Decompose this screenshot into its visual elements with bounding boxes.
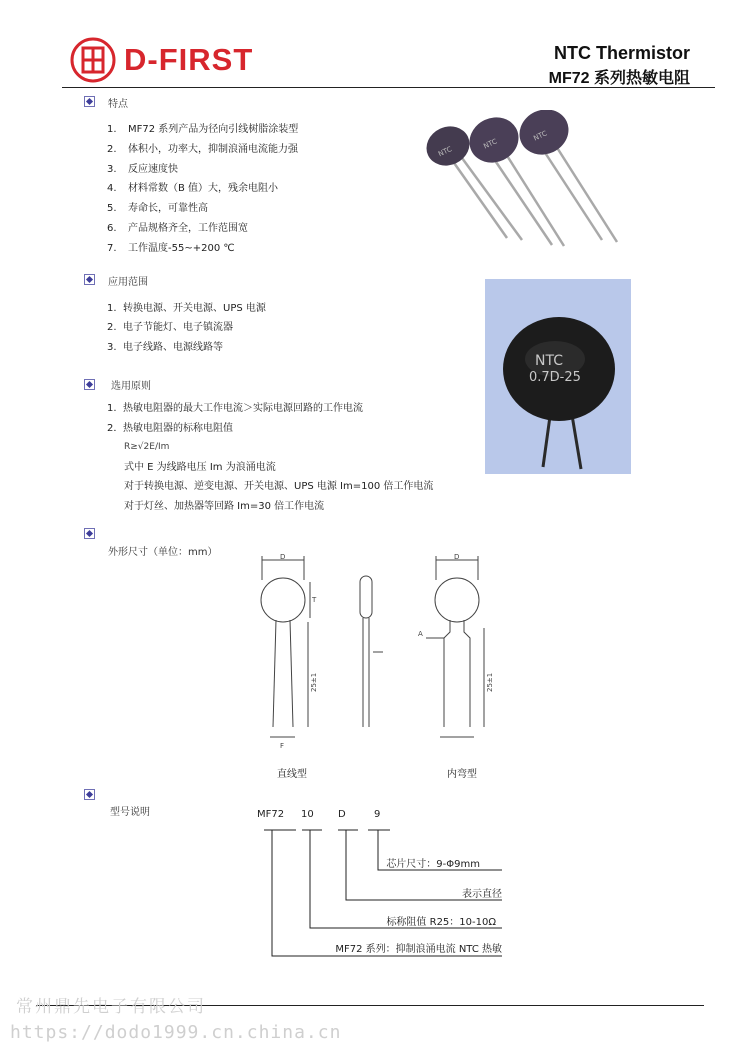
selection-title: 选用原则 [111, 381, 151, 392]
list-item: 1. 转换电源、开关电源、UPS 电源 [107, 303, 266, 314]
list-item: 5. 寿命长，可靠性高 [107, 203, 208, 214]
svg-text:NTC: NTC [532, 129, 549, 143]
logo-text: D-FIRST [124, 42, 254, 77]
selection-bullet-icon [84, 379, 95, 390]
model-desc-resistance: 标称阻值 R25：10-10Ω [386, 917, 496, 928]
model-code-resistance: 10 [301, 809, 314, 820]
model-desc-series: MF72 系列：抑制浪涌电流 NTC 热敏 [335, 944, 502, 955]
applications-bullet-icon [84, 274, 95, 285]
applications-title: 应用范围 [108, 277, 148, 288]
model-desc-diameter: 表示直径 [462, 889, 502, 900]
model-bullet-icon [84, 789, 95, 800]
features-title: 特点 [108, 99, 128, 110]
svg-text:NTC: NTC [437, 145, 454, 159]
list-item: 3. 反应速度快 [107, 164, 178, 175]
dim-f-label: F [280, 742, 285, 750]
model-title: 型号说明 [110, 807, 150, 818]
product-photo-thermistors [412, 110, 642, 260]
product-photo-ntc [485, 279, 631, 474]
list-item: 2. 电子节能灯、电子镇流器 [107, 322, 233, 333]
dimension-drawing [250, 552, 510, 752]
photo-label-2: 0.7D-25 [529, 370, 581, 385]
features-bullet-icon [84, 96, 95, 107]
list-item: 6. 产品规格齐全，工作范围宽 [107, 223, 248, 234]
list-item: 3. 电子线路、电源线路等 [107, 342, 223, 353]
dim-a-label: A [418, 630, 423, 638]
list-item: 1. 热敏电阻器的最大工作电流＞实际电源回路的工作电流 [107, 403, 363, 414]
model-code-series: MF72 [257, 809, 285, 820]
caption-straight: 直线型 [277, 769, 307, 780]
header-divider [62, 87, 715, 88]
caption-kinked: 内弯型 [447, 769, 477, 780]
list-item: 7. 工作温度-55~+200 ℃ [107, 243, 235, 254]
selection-note-2: 对于灯丝、加热器等回路 Im=30 倍工作电流 [124, 501, 325, 512]
svg-text:NTC: NTC [482, 137, 499, 151]
dim-t-label: T [312, 596, 317, 604]
dimensions-bullet-icon [84, 528, 95, 539]
dim-d-label-2: D [454, 553, 460, 561]
dim-lead-label-2: 25±1 [486, 672, 494, 692]
dim-lead-label: 25±1 [310, 672, 318, 692]
list-item: 2. 体积小，功率大，抑制浪涌电流能力强 [107, 144, 298, 155]
photo-label-1: NTC [535, 353, 563, 369]
watermark-url: https://dodo1999.cn.china.cn [10, 1022, 342, 1043]
list-item: 2．热敏电阻器的标称电阻值 [107, 423, 233, 434]
model-code-chip: 9 [374, 809, 381, 820]
dim-d-label: D [280, 553, 286, 561]
watermark-company: 常州鼎先电子有限公司 [16, 997, 206, 1017]
selection-note-1: 对于转换电源、逆变电源、开关电源、UPS 电源 Im=100 倍工作电流 [124, 481, 434, 492]
page-title: NTC Thermistor [553, 43, 690, 63]
list-item: 4. 材料常数（B 值）大，残余电阻小 [107, 183, 279, 194]
formula: R≥√2E/Im [124, 442, 170, 452]
dimensions-title: 外形尺寸（单位：mm） [108, 547, 218, 558]
logo-emblem-icon [70, 37, 116, 83]
model-code-diameter: D [338, 809, 346, 820]
logo [70, 37, 290, 87]
list-item: 1. MF72 系列产品为径向引线树脂涂装型 [107, 124, 299, 135]
model-desc-chip: 芯片尺寸：9-Φ9mm [386, 859, 480, 870]
formula-note: 式中 E 为线路电压 Im 为浪涌电流 [124, 462, 276, 473]
page-subtitle: MF72 系列热敏电阻 [548, 70, 690, 87]
